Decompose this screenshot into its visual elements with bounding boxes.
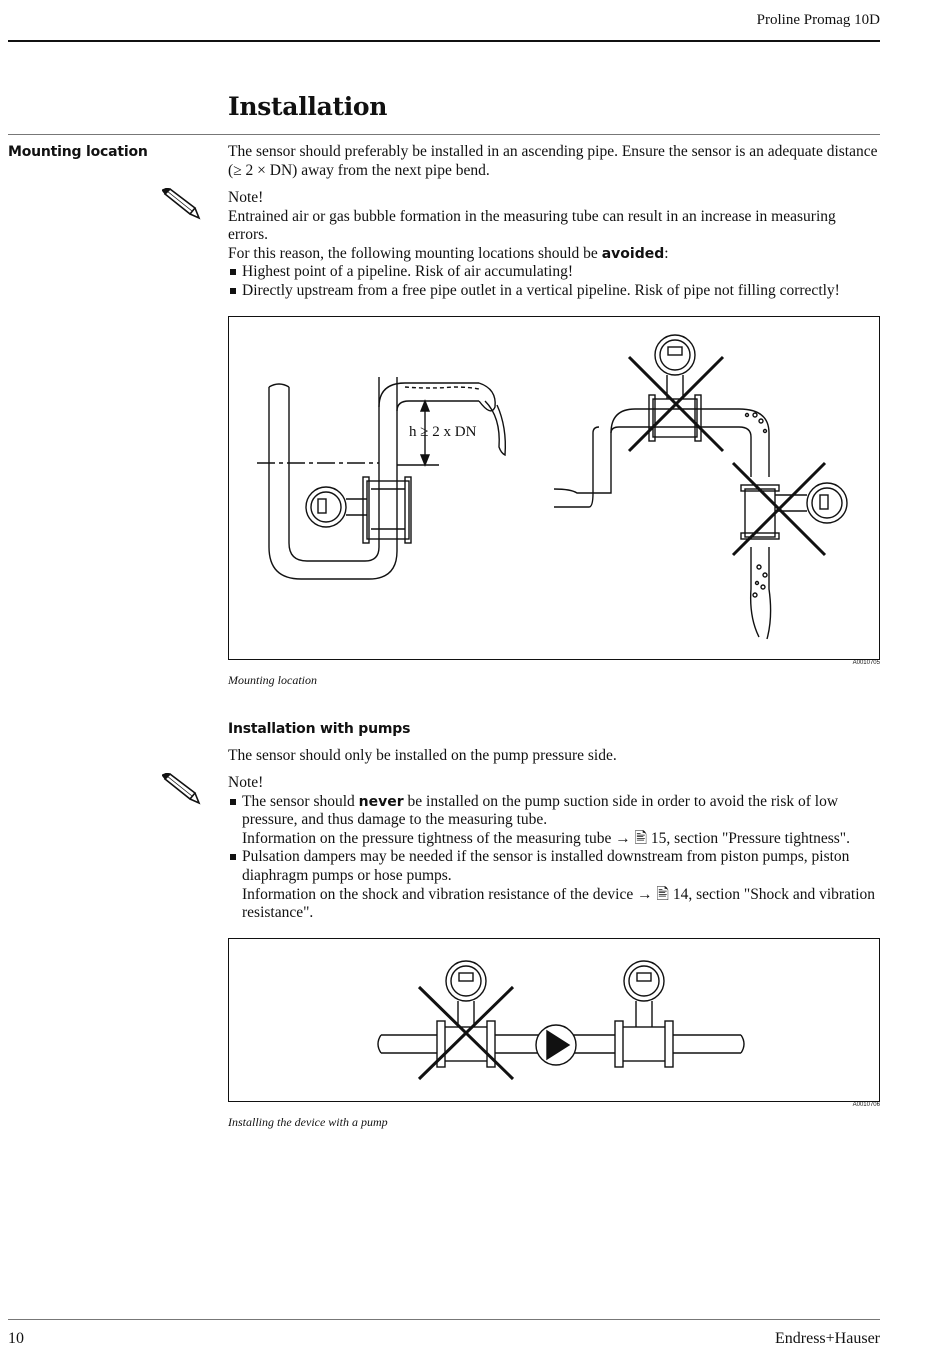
bullet1-bold: never <box>358 793 404 810</box>
bullet1-post: be installed on the pump suction side in order to avoid the risk of low pressure, and thus damage to the measuring tube. <box>242 792 839 829</box>
avoid-bold: avoided <box>601 245 665 262</box>
pump-diagram <box>229 939 879 1101</box>
mounting-location-figure <box>228 316 880 660</box>
mounting-side-heading: Mounting location <box>8 144 148 160</box>
list-item: Highest point of a pipeline. Risk of air accumulating! <box>228 263 878 282</box>
bullet2-text: Pulsation dampers may be needed if the sensor is installed downstream from piston pumps, piston diaphragm pumps or hose pumps. <box>242 848 850 884</box>
mounting-intro: The sensor should preferably be installed in an ascending pipe. Ensure the sensor is an adequate distance (≥ 2 × DN) away from the next pipe bend. <box>228 143 878 179</box>
mounting-note-block <box>228 189 878 301</box>
pumps-heading: Installation with pumps <box>228 721 411 737</box>
u-pipe-outer <box>269 377 397 579</box>
note-label: Note! <box>228 189 264 206</box>
note-label: Note! <box>228 774 264 791</box>
distance-label: h ≥ 2 x DN <box>409 424 477 440</box>
pumps-intro: The sensor should only be installed on the pump pressure side. <box>228 747 617 764</box>
u-pipe-inner <box>289 377 379 561</box>
not-recommended-cross <box>629 357 825 555</box>
right-pipe-outer <box>554 409 769 493</box>
bullet2-info: Information on the shock and vibration resistance of the device → 🖹 14, section "Shock and vibration resistance". <box>242 885 876 922</box>
list-item <box>228 848 880 922</box>
pencil-note-icon <box>162 773 202 805</box>
pump-figure <box>228 938 880 1102</box>
figure-code: A0010706 <box>852 1102 880 1108</box>
bullet1-info: Information on the pressure tightness of the measuring tube → 🖹 15, section "Pressure tightness". <box>242 829 850 847</box>
header-doc-title: Proline Promag 10D <box>756 12 880 28</box>
figure-code: A0010705 <box>852 660 880 666</box>
avoid-post: : <box>664 244 669 262</box>
list-item <box>228 793 880 849</box>
figure-caption: Mounting location <box>228 673 317 687</box>
avoid-pre: For this reason, the following mounting locations should be <box>228 244 602 262</box>
mounting-diagram <box>229 317 879 659</box>
bullet1-pre: The sensor should <box>242 792 359 810</box>
top-bend-inner <box>397 401 479 411</box>
figure-caption: Installing the device with a pump <box>228 1115 388 1129</box>
outlet-stream <box>485 401 505 455</box>
footer-brand: Endress+Hauser <box>775 1330 880 1347</box>
page-title: Installation <box>228 92 388 121</box>
section-rule <box>8 134 880 135</box>
page-number: 10 <box>8 1330 24 1347</box>
header-rule <box>8 40 880 42</box>
footer-rule <box>8 1319 880 1320</box>
avoid-sentence <box>228 245 878 264</box>
pumps-note-block <box>228 774 880 923</box>
list-item: Directly upstream from a free pipe outlet in a vertical pipeline. Risk of pipe not filling correctly! <box>228 282 878 301</box>
pencil-note-icon <box>162 188 202 220</box>
note-text: Entrained air or gas bubble formation in the measuring tube can result in an increase in measuring errors. <box>228 207 836 244</box>
